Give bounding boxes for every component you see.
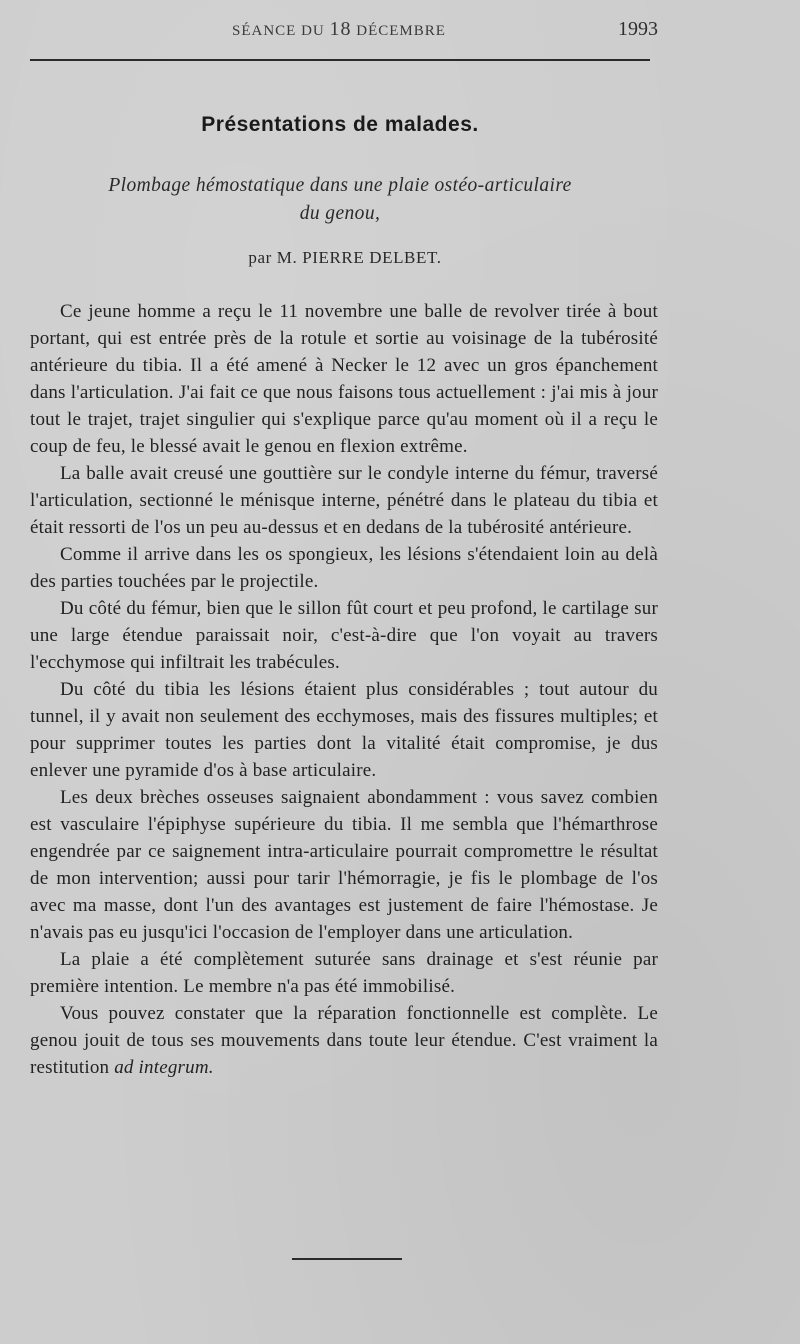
article-title-line-1: Plombage hémostatique dans une plaie ostéo-articulaire — [108, 175, 572, 196]
article-title — [0, 172, 680, 228]
running-title-start: SÉANCE DU — [232, 23, 330, 39]
article-title-line-2: du genou, — [299, 203, 381, 224]
section-title: Présentations de malades. — [201, 113, 479, 136]
header-rule — [30, 59, 650, 61]
paragraph-3: Comme il arrive dans les os spongieux, les lésions s'étendaient loin au delà des parties touchées par le projectile. — [30, 544, 658, 592]
paragraph-5: Du côté du tibia les lésions étaient plus considérables ; tout autour du tunnel, il y avait non seulement des ecchymoses, mais des fissures multiples; et pour supprimer toutes les parties dont la vitalité était compromise, je dus enlever une pyramide d'os à base articulaire. — [30, 679, 658, 781]
paragraph-8 — [30, 1000, 658, 1081]
paragraph-1: Ce jeune homme a reçu le 11 novembre une balle de revolver tirée à bout portant, qui est entrée près de la rotule et sortie au voisinage de la tubérosité antérieure du tibia. Il a été amené à Necker le 12 avec un gros épanchement dans l'articulation. J'ai fait ce que nous faisons tous actuellement : j'ai mis à jour tout le trajet, trajet singulier qui s'explique parce qu'au moment où il a reçu le coup de feu, le blessé avait le genou en flexion extrême. — [30, 301, 658, 457]
article-body — [30, 298, 658, 1081]
author-line: par M. PIERRE DELBET. — [248, 248, 442, 267]
running-head — [0, 18, 800, 44]
paragraph-7: La plaie a été complètement suturée sans drainage et s'est réunie par première intention. Le membre n'a pas été immobilisé. — [30, 949, 658, 997]
paragraph-6: Les deux brèches osseuses saignaient abondamment : vous savez combien est vasculaire l'épiphyse supérieure du tibia. Il me sembla que l'hémarthrose engendrée par ce saignement intra-articulaire pourrait compromettre le résultat de mon intervention; aussi pour tarir l'hémorragie, je fis le plombage de l'os avec ma masse, dont l'un des avantages est justement de faire l'hémostase. Je n'avais pas eu jusqu'ici l'occasion de l'employer dans une articulation. — [30, 787, 658, 943]
paragraph-2: La balle avait creusé une gouttière sur le condyle interne du fémur, traversé l'articulation, sectionné le ménisque interne, pénétré dans le plateau du tibia et était ressorti de l'os un peu au-dessus et en dedans de la tubérosité antérieure. — [30, 463, 658, 538]
paragraph-4: Du côté du fémur, bien que le sillon fût court et peu profond, le cartilage sur une large étendue paraissait noir, c'est-à-dire que l'on voyait au travers l'ecchymose qui infiltrait les trabécules. — [30, 598, 658, 673]
paragraph-8-text: Vous pouvez constater que la réparation fonctionnelle est complète. Le genou jouit de tous ses mouvements dans toute leur étendue. C'est vraiment la restitution — [30, 1003, 658, 1078]
running-title — [232, 18, 446, 41]
running-title-end: DÉCEMBRE — [351, 23, 446, 39]
end-rule — [292, 1258, 402, 1260]
closing-italic: ad integrum. — [114, 1057, 214, 1078]
running-title-day: 18 — [329, 18, 352, 40]
page-number: 1993 — [618, 18, 658, 40]
